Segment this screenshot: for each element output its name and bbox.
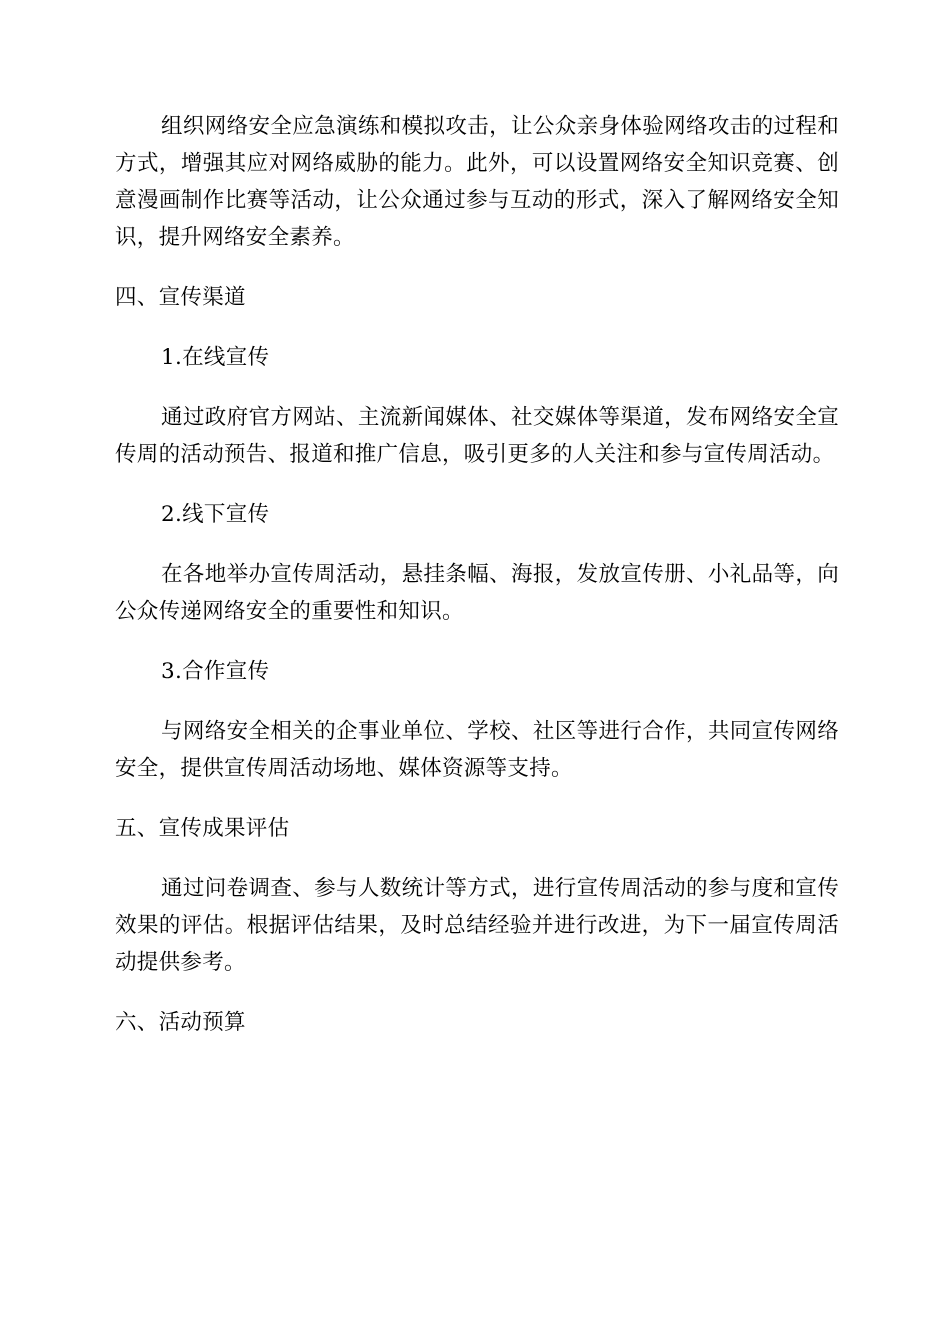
spacer <box>115 630 839 653</box>
spacer <box>115 256 839 279</box>
spacer <box>115 981 839 1004</box>
spacer <box>115 787 839 810</box>
subheading-online: 1.在线宣传 <box>161 345 270 370</box>
document-body <box>115 108 839 1041</box>
paragraph-cooperation: 与网络安全相关的企事业单位、学校、社区等进行合作，共同宣传网络安全，提供宣传周活动场地、媒体资源等支持。 <box>115 719 839 781</box>
section-heading-evaluation: 五、宣传成果评估 <box>115 816 290 841</box>
intro-paragraph: 组织网络安全应急演练和模拟攻击，让公众亲身体验网络攻击的过程和方式，增强其应对网络威胁的能力。此外，可以设置网络安全知识竞赛、创意漫画制作比赛等活动，让公众通过参与互动的形式，深入了解网络安全知识，提升网络安全素养。 <box>115 114 839 250</box>
spacer <box>115 533 839 556</box>
paragraph-online: 通过政府官方网站、主流新闻媒体、社交媒体等渠道，发布网络安全宣传周的活动预告、报道和推广信息，吸引更多的人关注和参与宣传周活动。 <box>115 405 839 467</box>
spacer <box>115 690 839 713</box>
spacer <box>115 847 839 870</box>
section-heading-budget: 六、活动预算 <box>115 1010 246 1035</box>
paragraph-evaluation: 通过问卷调查、参与人数统计等方式，进行宣传周活动的参与度和宣传效果的评估。根据评估结果，及时总结经验并进行改进，为下一届宣传周活动提供参考。 <box>115 876 839 975</box>
paragraph-offline: 在各地举办宣传周活动，悬挂条幅、海报，发放宣传册、小礼品等，向公众传递网络安全的重要性和知识。 <box>115 562 839 624</box>
subheading-cooperation: 3.合作宣传 <box>161 659 270 684</box>
spacer <box>115 473 839 496</box>
spacer <box>115 316 839 339</box>
spacer <box>115 376 839 399</box>
subheading-offline: 2.线下宣传 <box>161 502 270 527</box>
section-heading-channels: 四、宣传渠道 <box>115 285 246 310</box>
